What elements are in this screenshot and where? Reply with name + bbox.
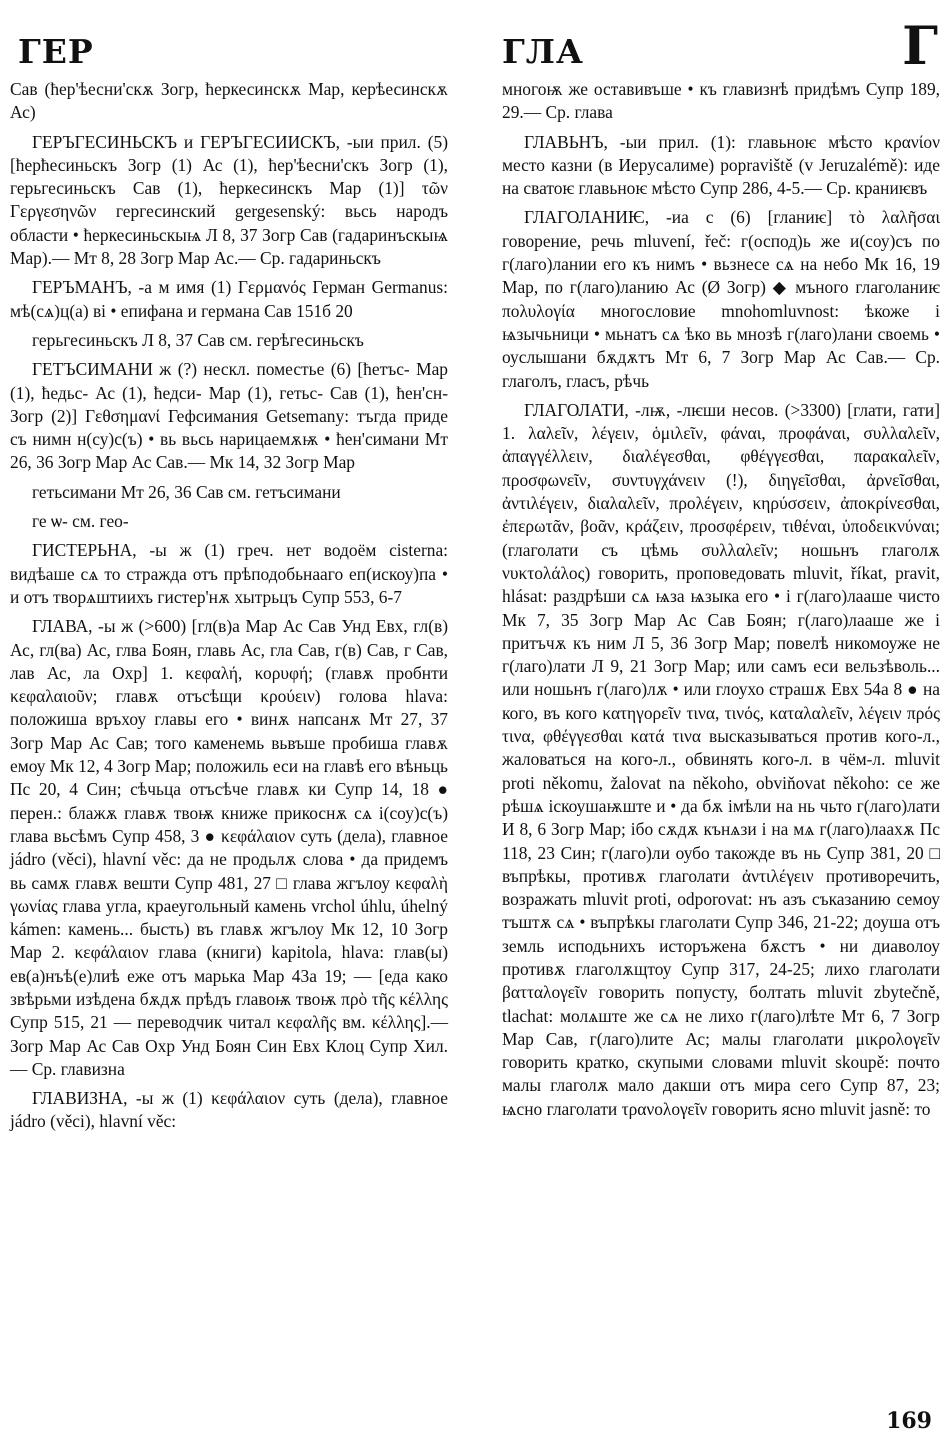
dictionary-entry: герьгесиньскъ Л 8, 37 Сав см. герѣгесиньскъ <box>32 329 364 350</box>
dictionary-entry: многоѭ же оставивъше • къ главизнѣ придѣмъ Супр 189, 29.— Ср. глава <box>502 79 940 123</box>
dictionary-entry: Сав (ћер'ѣесни'скѫ Зогр, ћеркесинскѫ Мар, керѣесинскѫ Ас) <box>10 79 448 123</box>
dictionary-entry: ГЕРЪГЕСИНЬСКЪ и ГЕРЪГЕСИИСКЪ, -ыи прил. (5) [ћерћесиньскъ Зогр (1) Ас (1), ћер'ѣесни'скъ Зогр (1), герьгесиньскъ Сав (1), ћеркесинскъ Мар (1)] τῶν Γεργεσηνῶν гергесинский gergesenský: вьсь народъ области • ћеркесиньскыѩ Л 8, 37 Зогр Сав (гадаринъскыѩ Мар).— Мт 8, 28 Зогр Мар Ас.— Ср. гадариньскъ <box>10 131 448 269</box>
dictionary-entry: ГЕТЪСИМАНИ ж (?) нескл. поместье (6) [ћетъс- Мар (1), ћедьс- Ас (1), ћедси- Мар (1), гетьс- Сав (1), ћен'сн- Зогр (2)] Γεθσημανί Гефсимания Getsemany: тъгда приде съ нимн н(су)с(ъ) • вь вьсь нарицаемѫѭ • ћен'симани Мт 26, 36 Зогр Мар Ас Сав.— Мк 14, 32 Зогр Мар <box>10 359 448 473</box>
right-column <box>502 78 940 1121</box>
dictionary-entry: ГЛАГОЛАНИѤ, -иа с (6) [гланиѥ] τὸ λαλῆσαι говорение, речь mluvení, řeč: г(оспод)ь же и(соу)съ по г(лаго)лании его къ нимъ • вьзнесе сѧ на небо Мк 16, 19 Мар, по г(лаго)ланию Ас (Ø Зогр) ◆ мъного глаголаниѥ πολυλογία многословие mnohomluvnost: ѣкоже і ѩзычьници • мьнатъ сѧ ѣко вь мнозѣ г(лаго)лани своемь • оуслышани бѫдѫтъ Мт 6, 7 Зогр Мар Ас Сав.— Ср. глаголъ, гласъ, рѣчь <box>502 207 940 391</box>
dictionary-entry: ГЛАГОЛАТИ, -лѭ, -лѥши несов. (>3300) [глати, гати] 1. λαλεῖν, λέγειν, ὁμιλεῖν, φάναι, προφάναι, συλλαλεῖν, ἀπαγγέλλειν, διαλέγεσθαι, φθέγγεσθαι, παρακαλεῖν, προσφωνεῖν, συντυγχάνειν (!), διηγεῖσθαι, ἀρνεῖσθαι, ἀντιλέγειν, διαλαλεῖν, προλέγειν, κηρύσσειν, ἀποκρίνεσθαι, ἐπερωτᾶν, βοᾶν, κράζειν, προσφέρειν, τιθέναι, ὑποδεικνύναι; (глаголати съ цѣмь συλλαλεῖν; ношьнъ глаголѫ νυκτολάλος) говорить, проповедовать mluvit, říkat, pravit, hlásat: раздрѣши сѧ ѩза ѩзыка его • і г(лаго)лааше чисто Мк 7, 35 Зогр Мар Ас Сав Боян; г(лаго)лааше же і притъчѫ къ ним Л 5, 36 Зогр Мар; повелѣ никомоуже не г(лаго)лати Л 9, 21 Зогр Мар; или самъ еси вельзѣволь... или ношьнъ г(лаго)лѫ • или глоухо страшѫ Евх 54а 8 ● на кого, въ кого κατηγορεῖν τινα, τινός, καταλαλεῖν, λέγειν πρός τινα, φθέγγεσθαι κατά τινα высказываться против кого-л., жаловаться на кого-л., обвинять кого-л. в чём-л. mluvit proti někomu, žalovat na někoho, obviňovat někoho: се же рѣшѧ іскоушаѭште и • да бѫ імѣли на нь чьто г(лаго)лати И 8, 6 Зогр Мар; ібо сѫдѫ кънѧзи і на мѧ г(лаго)лаахѫ Пс 118, 23 Син; г(лаго)ли оубо такожде въ нь Супр 381, 20 □ въпрѣкы, противѫ глаголати ἀντιλέγειν противоречить, возражать mluvit proti, odporovat: нъ азъ съказанию семоу тъштѫ сѧ • въпрѣкы глаголати Супр 346, 21-22; доуша отъ земль исподьнихъ исторъжена бѫстъ • ни диаволоу противѫ глаголѫщтоу Супр 317, 24-25; лихо глаголати βατταλογεῖν говорить попусту, болтать mluvit zbytečně, tlachat: молѧште же сѧ не лихо г(лаго)лѣте Мт 6, 7 Зогр Мар Сав, г(лаго)лите Ас; малы глаголати μικρολογεῖν говорить кратко, скупыми словами mluvit skoupě: почто малы глаголѫ мало дакши отъ мира сего Супр 87, 23; ѩсно глаголати τρανολογεῖν говорить ясно mluvit jasně: то <box>502 399 940 1119</box>
page-header <box>10 10 940 80</box>
dictionary-entry: ГЛАВЬНЪ, -ыи прил. (1): главьноѥ мѣсто κρανίον место казни (в Иерусалиме) popraviště (v Jeruzalémě): иде на сватоѥ главьноѥ мѣсто Супр 286, 4-5.— Ср. краниѥвъ <box>502 131 940 199</box>
dictionary-entry: ГИСТЕРЬНА, -ы ж (1) греч. нет водоём cisterna: видѣаше сѧ то стражда отъ прѣподобьнааго еп(искоу)па • и отъ творѧштиихъ гистер'нѫ хытрьцъ Супр 553, 6-7 <box>10 540 448 607</box>
running-head-center: ГЛА <box>502 32 584 71</box>
dictionary-entry: гетьсимани Мт 26, 36 Сав см. гетъсимани <box>32 481 341 502</box>
section-letter: Г <box>902 16 938 77</box>
dictionary-entry: ге ѡ- см. гео- <box>32 511 129 532</box>
dictionary-entry: ГЛАВИЗНА, -ы ж (1) κεφάλαιον суть (дела), главное jádro (věci), hlavní věc: <box>10 1088 448 1132</box>
running-head-left: ГЕР <box>18 32 94 71</box>
page-number: 169 <box>886 1408 932 1434</box>
left-column <box>10 78 448 1134</box>
dictionary-entry: ГЛАВА, -ы ж (>600) [гл(в)а Мар Ас Сав Унд Евх, гл(в) Ас, гл(ва) Ас, глва Боян, главь Ас, гла Сав, г(в) Сав, г Сав, лав Ас, ла Охр] 1. κεφαλή, κορυφή; (главѫ пробнти κεφαλαιοῦν; главѫ отъсѣщи κρούειν) голова hlava: положиша връхоу главы его • винѫ напсанѫ Мт 27, 37 Зогр Мар Ас Сав; того каменемь вьвъше пробиша главѫ емоу Мк 12, 4 Зогр Мар; положиль еси на главѣ его вѣньць Пс 20, 4 Син; сѣчьца отъсѣче главѫ ки Супр 14, 18 ● перен.: блажѫ главѫ твоѭ книже прикоснѫ сѧ і(соу)с(ъ) глава вьсѣмъ Супр 458, 3 ● κεφάλαιον суть (дела), главное jádro (věci), hlavní věc: да не продьлѫ слова • да придемъ вь самѫ главѫ вешти Супр 481, 27 □ глава жгълоу κεφαλὴ γωνίας глава угла, краеугольный камень vrchol úhlu, úhelný kámen: камень... бысть) въ главѫ жгълоу Мк 12, 10 Зогр Мар 2. κεφάλαιον глава (книги) kapitola, hlava: глав(ы) ев(а)нъѣ(е)лиѣ еже отъ марька Мар 43а 19; — [еда како звѣрьми изѣдена бѫдѫ прѣдъ главоѭ твоѭ πρὸ τῆς κέλλης Супр 515, 21 — переводчик читал κεφαλῆς вм. κέλλης].— Зогр Мар Ас Сав Охр Унд Боян Син Евх Клоц Супр Хил.— Ср. главизна <box>10 616 448 1079</box>
dictionary-entry: ГЕРЪМАНЪ, -а м имя (1) Γερμανός Герман Germanus: мѣ(сѧ)ц(а) ві • епифана и германа Сав 151б 20 <box>10 277 448 321</box>
